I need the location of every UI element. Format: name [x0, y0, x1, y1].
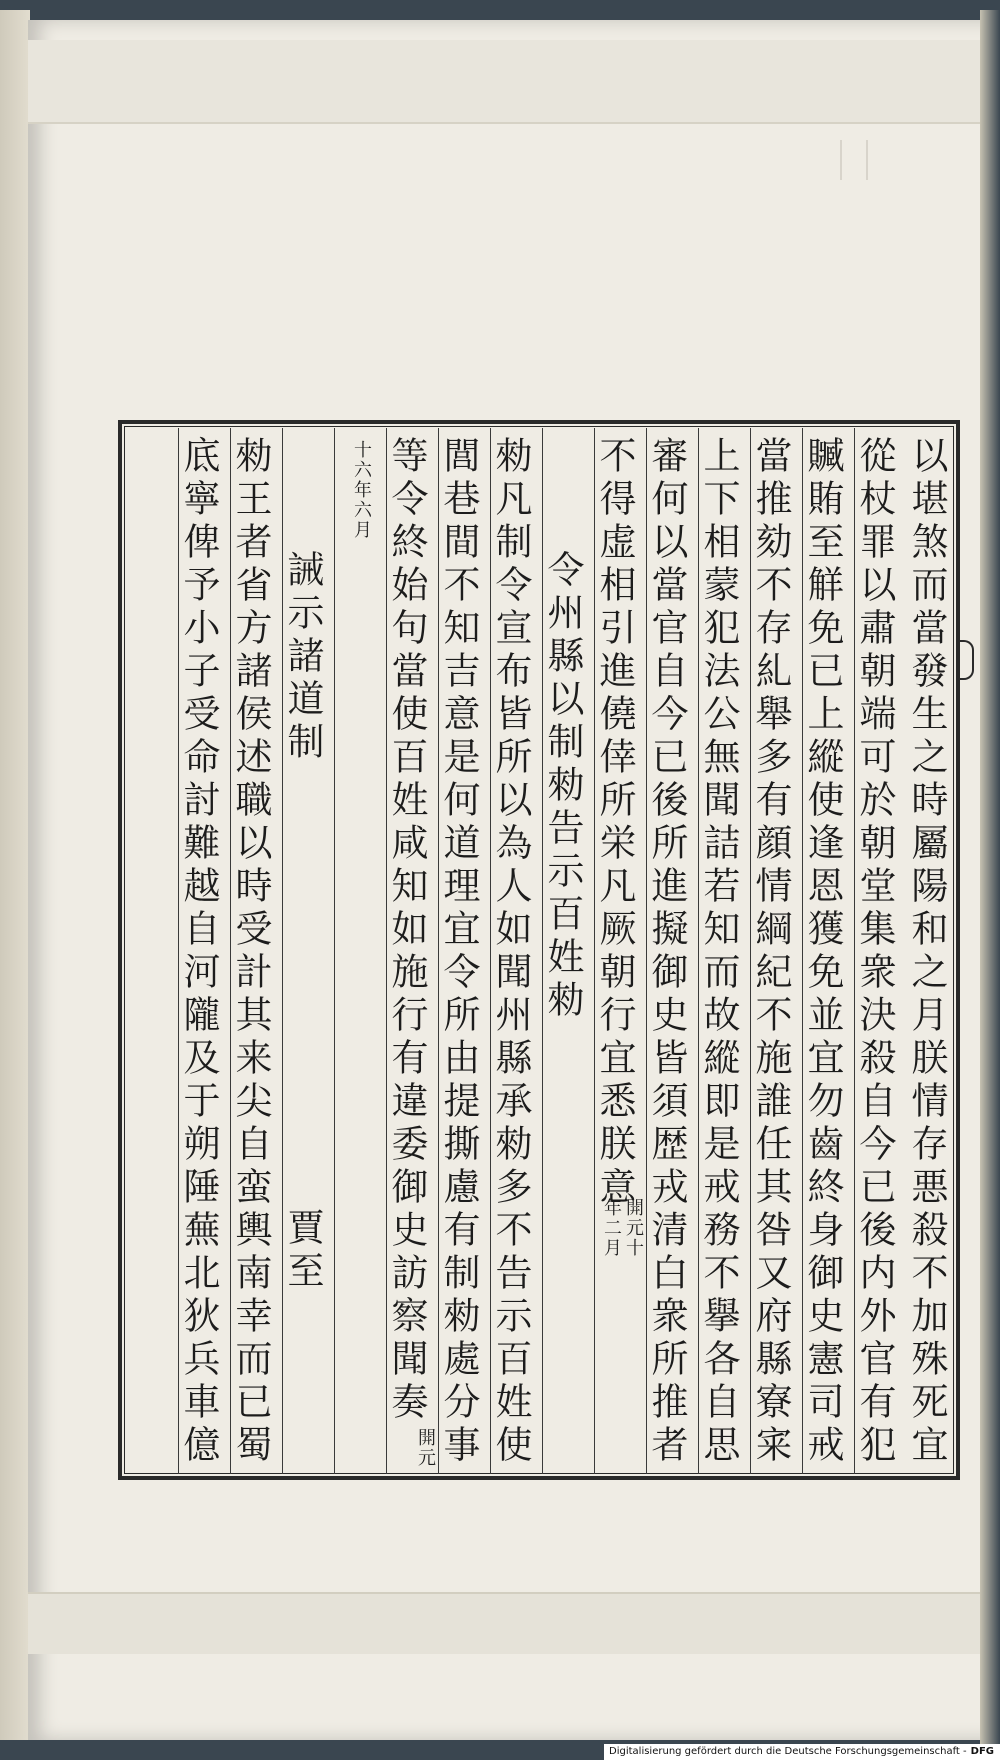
text-column [594, 428, 646, 1474]
column-text: 底寧俾予小子受命討難越自河隴及于朔陲蕪北狄兵車億 [177, 436, 220, 1468]
text-column [178, 428, 230, 1474]
dfg-logo: DFG [970, 1746, 994, 1757]
text-column [698, 428, 750, 1474]
column-text: 勑凡制令宣布皆所以為人如聞州縣承勑多不告示百姓使 [489, 436, 532, 1468]
left-page-edge [0, 10, 30, 1740]
text-column [802, 428, 854, 1474]
date-note: 十六年六月 [351, 440, 372, 540]
column-text: 上下相蒙犯法公無聞詰若知而故縱即是戒務不擧各自思 [697, 436, 740, 1468]
right-page-edge [980, 10, 1000, 1750]
column-text: 贓賄至觧免已上縱使逢恩獲免並宜勿齒終身御史憲司戒 [801, 436, 844, 1468]
column-text: 以堪煞而當發生之時屬陽和之月朕情存悪殺不加殊死宜 [905, 436, 948, 1468]
column-text: 審何以當官自今已後所進擬御史皆須歴戎清白衆所推者 [645, 436, 688, 1468]
text-column [906, 428, 958, 1474]
column-text: 閭巷間不知吉意是何道理宜令所由提撕慮有制勑處分事 [437, 436, 480, 1468]
text-column [646, 428, 698, 1474]
column-text: 勑王者省方諸侯述職以時受計其来尖自蛮輿南幸而已蜀 [229, 436, 272, 1468]
bottom-paper-fold [28, 1592, 990, 1654]
pencil-mark [840, 140, 868, 180]
text-column [230, 428, 282, 1474]
text-column [438, 428, 490, 1474]
text-column [854, 428, 906, 1474]
column-text: 等令終始句當使百姓咸知如施行有違委御史訪察聞奏 [385, 436, 428, 1425]
column-text: 不得虚相引進僥倖所栄凡厥朝行宜悉朕意 [593, 436, 636, 1210]
column-text: 當推劾不存糺舉多有顔情綱紀不施誰任其咎又府縣寮宷 [749, 436, 792, 1468]
top-paper-fold [28, 40, 990, 124]
text-column [490, 428, 542, 1474]
text-column [386, 428, 438, 1474]
column-text: 從杖罪以肅朝端可於朝堂集衆決殺自今已後内外官有犯 [853, 436, 896, 1468]
date-note: 開元十年二月 [601, 1198, 644, 1258]
text-column [334, 428, 386, 1474]
date-note: 開元 [415, 1428, 436, 1468]
text-column [542, 428, 594, 1474]
author: 賈至 [281, 1208, 324, 1294]
section-title: 令州縣以制勑告示百姓勑 [541, 550, 584, 1023]
digitization-footer [604, 1744, 1000, 1760]
text-column [282, 428, 334, 1474]
footer-text: Digitalisierung gefördert durch die Deutsche Forschungsgemeinschaft - [609, 1746, 967, 1757]
section-title: 誡示諸道制 [281, 550, 324, 765]
text-column [750, 428, 802, 1474]
frame-tab [956, 640, 974, 680]
